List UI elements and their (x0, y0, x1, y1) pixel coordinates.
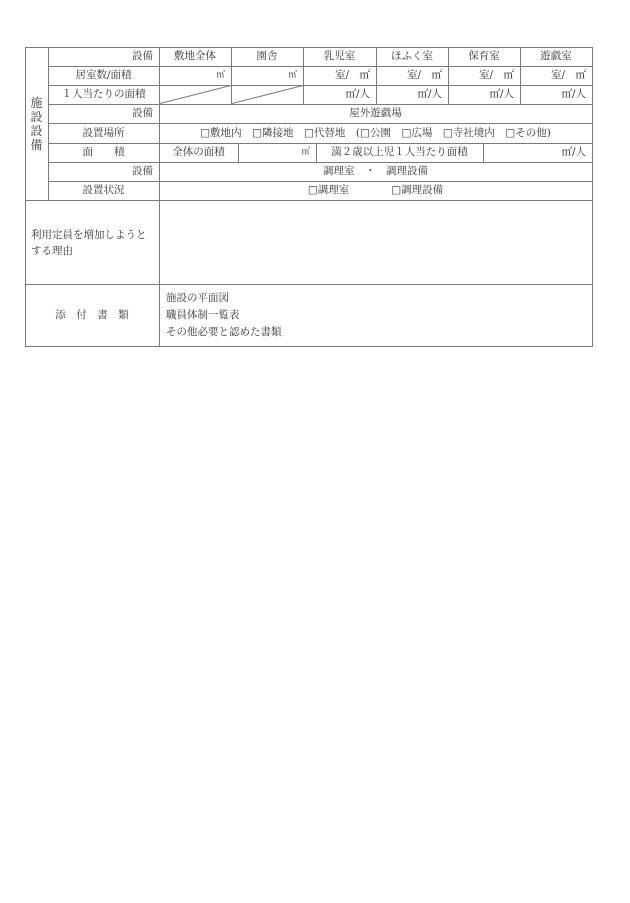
rooms-area-field[interactable]: 室/ ㎡ (478, 69, 514, 82)
rooms-area-field[interactable]: ㎡ (288, 70, 297, 81)
section-label-facility-equipment: 施設設備 (30, 96, 43, 152)
column-header-play-room: 遊戯室 (540, 50, 572, 63)
total-area-field[interactable]: ㎡ (301, 147, 310, 158)
column-header-site: 敷地全体 (174, 50, 216, 63)
per-child-area-label: 満２歳以上児１人当たり面積 (331, 146, 468, 159)
column-header-building: 園舎 (256, 50, 278, 63)
per-person-area-field[interactable]: ㎡/人 (489, 88, 514, 101)
not-applicable-diagonal (159, 85, 304, 104)
attachment-item: 職員体制一覧表 (166, 309, 240, 321)
per-child-area-field[interactable]: ㎡/人 (561, 146, 586, 159)
rooms-area-label: 居室数/面積 (75, 69, 132, 82)
rooms-area-field[interactable]: 室/ ㎡ (550, 69, 586, 82)
table-border-bottom (25, 346, 593, 347)
outdoor-header-label: 設備 (132, 107, 153, 120)
per-person-area-field[interactable]: ㎡/人 (345, 88, 370, 101)
kitchen-header-label: 設備 (132, 165, 153, 178)
location-options-checkboxes[interactable]: □敷地内 □隣接地 □代替地 (□公園 □広場 □寺社境内 □その他) (200, 126, 551, 139)
rooms-area-field[interactable]: 室/ ㎡ (406, 69, 442, 82)
rooms-area-field[interactable]: 室/ ㎡ (334, 69, 370, 82)
attachments-list (166, 290, 282, 341)
per-person-area-field[interactable]: ㎡/人 (561, 88, 586, 101)
per-person-area-field[interactable]: ㎡/人 (417, 88, 442, 101)
outdoor-playground-title: 屋外遊戯場 (349, 107, 402, 120)
reason-field[interactable] (160, 201, 592, 284)
reason-label: 利用定員を増加しようとする理由 (31, 229, 147, 257)
attachments-label: 添 付 書 類 (55, 308, 129, 321)
kitchen-title: 調理室 ・ 調理設備 (323, 165, 428, 178)
column-header-infant-room: 乳児室 (323, 50, 356, 63)
table-border-right (592, 47, 593, 347)
location-label: 設置場所 (82, 126, 125, 139)
attachment-item: 施設の平面図 (166, 292, 229, 304)
per-person-area-label: １人当たりの面積 (61, 88, 146, 101)
kitchen-status-label: 設置状況 (82, 184, 125, 197)
attachment-item: その他必要と認めた書類 (166, 326, 282, 338)
total-area-label: 全体の面積 (172, 146, 225, 159)
kitchen-status-checkboxes[interactable]: □調理室 □調理設備 (307, 184, 444, 197)
column-header-crawling-room: ほふく室 (391, 50, 433, 63)
rooms-area-field[interactable]: ㎡ (216, 70, 225, 81)
facility-header-label: 設備 (132, 50, 153, 63)
column-header-nursery-room: 保育室 (468, 50, 500, 63)
area-label: 面 積 (82, 146, 125, 159)
